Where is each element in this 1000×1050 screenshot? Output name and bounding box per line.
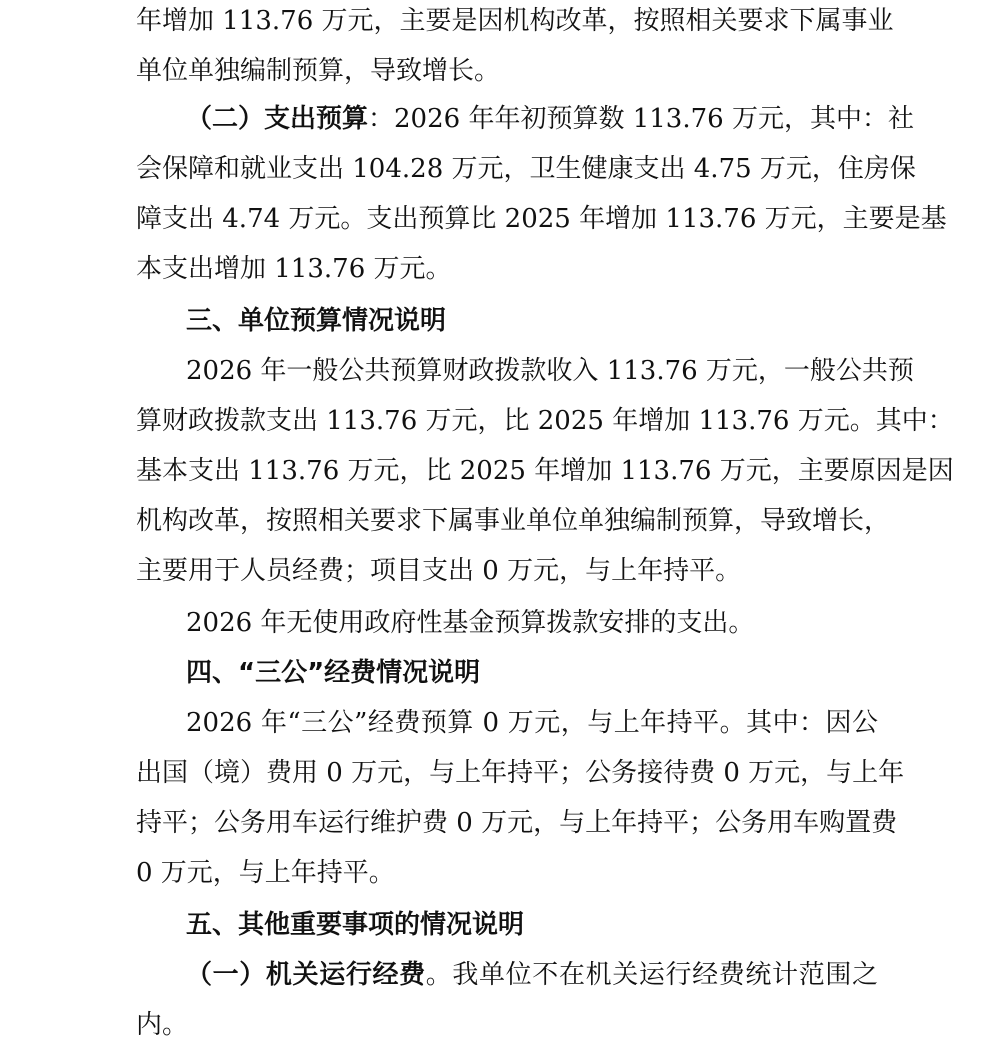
paragraph-line: 年增加 113.76 万元，主要是因机构改革，按照相关要求下属事业 (136, 6, 894, 36)
paragraph-line-expenditure (186, 94, 914, 144)
paragraph-line: 会保障和就业支出 104.28 万元，卫生健康支出 4.75 万元，住房保 (136, 154, 916, 184)
section-heading-3: 三、单位预算情况说明 (186, 306, 447, 336)
paragraph-line: 机构改革，按照相关要求下属事业单位单独编制预算，导致增长， (136, 506, 891, 536)
paragraph-line: 2026 年“三公”经费预算 0 万元，与上年持平。其中：因公 (186, 708, 878, 738)
section-heading-4: 四、“三公”经费情况说明 (186, 658, 481, 688)
subheading-expenditure-budget: （二）支出预算 (186, 104, 369, 134)
paragraph-line: 出国（境）费用 0 万元，与上年持平；公务接待费 0 万元，与上年 (136, 758, 905, 788)
paragraph-text: ：2026 年年初预算数 113.76 万元，其中：社 (368, 104, 914, 134)
paragraph-text: 。我单位不在机关运行经费统计范围之 (425, 960, 878, 990)
paragraph-line: 单位单独编制预算，导致增长。 (136, 56, 501, 86)
subheading-operating-costs: （一）机关运行经费 (186, 960, 426, 990)
paragraph-line: 内。 (136, 1010, 189, 1040)
paragraph-line: 本支出增加 113.76 万元。 (136, 254, 452, 284)
paragraph-line: 2026 年无使用政府性基金预算拨款安排的支出。 (186, 608, 755, 638)
paragraph-line: 算财政拨款支出 113.76 万元，比 2025 年增加 113.76 万元。其中： (136, 406, 954, 436)
paragraph-line: 主要用于人员经费；项目支出 0 万元，与上年持平。 (136, 556, 742, 586)
paragraph-line-operating-costs (186, 950, 878, 1000)
paragraph-line: 0 万元，与上年持平。 (136, 858, 395, 888)
paragraph-line: 基本支出 113.76 万元，比 2025 年增加 113.76 万元，主要原因是因 (136, 456, 954, 486)
paragraph-line: 持平；公务用车运行维护费 0 万元，与上年持平；公务用车购置费 (136, 808, 898, 838)
paragraph-line: 2026 年一般公共预算财政拨款收入 113.76 万元，一般公共预 (186, 356, 914, 386)
section-heading-5: 五、其他重要事项的情况说明 (186, 910, 525, 940)
paragraph-line: 障支出 4.74 万元。支出预算比 2025 年增加 113.76 万元，主要是基 (136, 204, 947, 234)
